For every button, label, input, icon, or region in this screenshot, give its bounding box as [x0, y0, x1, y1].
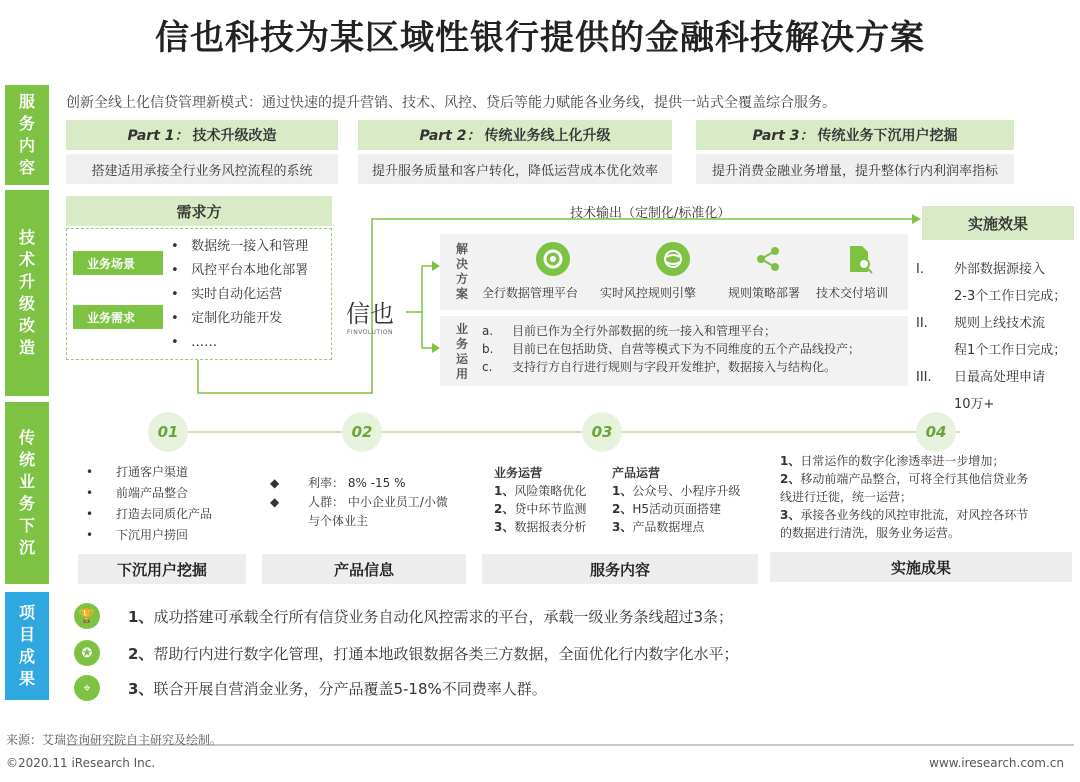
- bar-product-info: 产品信息: [262, 554, 466, 584]
- col3-product-ops: 产品运营 1、公众号、小程序升级 2、H5活动页面搭建 3、产品数据埋点: [612, 466, 741, 534]
- website-link[interactable]: www.iresearch.com.cn: [929, 756, 1064, 770]
- result-row: 🏆 1、成功搭建可承载全行所有信贷业务自动化风控需求的平台，承载一级业务条线超过3条；: [74, 603, 733, 629]
- list-item: 2、H5活动页面搭建: [612, 502, 722, 516]
- col3-business-ops: 业务运营 1、风险策略优化 2、贷中环节监测 3、数据报表分析: [494, 466, 587, 534]
- list-item: • 前端产品整合: [86, 486, 188, 500]
- document-search-icon: [844, 242, 878, 276]
- bar-service-content: 服务内容: [482, 554, 758, 584]
- globe-icon: [656, 242, 690, 276]
- side-label-tech: 技术升级改造: [5, 190, 49, 396]
- list-item: a. 目前已作为全行外部数据的统一接入和管理平台；: [482, 324, 777, 338]
- col1-list: [86, 462, 212, 546]
- step-marker: 02: [342, 412, 382, 452]
- step-marker: 01: [148, 412, 188, 452]
- part-desc: 提升服务质量和客户转化，降低运营成本优化效率: [358, 154, 672, 184]
- list-item: ◆ 利率： 8% -15 %: [270, 476, 406, 490]
- copyright: ©2020.11 iResearch Inc.: [6, 756, 156, 770]
- location-icon: ⌖: [74, 675, 100, 701]
- list-item: ◆ 人群： 中小企业员工/小微: [270, 495, 448, 509]
- operation-label: 业务运用: [455, 322, 468, 381]
- solution-box: [440, 234, 908, 310]
- list-item: 1、日常运作的数字化渗透率进一步增加；: [780, 454, 1005, 468]
- tech-output-label: 技术输出（定制化/标准化）: [570, 206, 731, 221]
- part-title: Part 1： 技术升级改造: [66, 120, 338, 150]
- side-label-results: 项目成果: [5, 592, 49, 700]
- page-title: 信也科技为某区域性银行提供的金融科技解决方案: [155, 18, 925, 58]
- list-item: • 实时自动化运营: [171, 287, 283, 302]
- solution-item: 规则策略部署: [750, 242, 800, 301]
- list-item: 2、贷中环节监测: [494, 502, 587, 516]
- solution-item: 技术交付培训: [844, 242, 888, 301]
- list-item: 2、移动前端产品整合，可将全行其他信贷业务: [780, 472, 1029, 486]
- intro-text: 创新全线上化信贷管理新模式：通过快速的提升营销、技术、风控、贷后等能力赋能各业务线，提供一站式全覆盖综合服务。: [66, 95, 836, 111]
- bar-implementation-results: 实施成果: [770, 552, 1072, 582]
- list-item: c. 支持行方自行进行规则与字段开发维护，数据接入与结构化。: [482, 360, 837, 374]
- part-title: Part 2： 传统业务线上化升级: [358, 120, 672, 150]
- effect-list: [916, 256, 1076, 418]
- list-item: I. 外部数据源接入 2-3个工作日完成；: [916, 262, 1067, 304]
- part-desc: 提升消费金融业务增量，提升整体行内利润率指标: [696, 154, 1014, 184]
- source-note: 来源：艾瑞咨询研究院自主研究及绘制。: [6, 733, 223, 747]
- list-item: 与个体业主: [308, 514, 369, 528]
- list-item: 3、产品数据埋点: [612, 520, 705, 534]
- effect-title: 实施效果: [922, 206, 1074, 240]
- operation-box: [440, 316, 908, 386]
- operation-list: [482, 322, 860, 376]
- list-item: • 打通客户渠道: [86, 465, 188, 479]
- tag-demand: 业务需求: [73, 305, 163, 329]
- part-desc: 搭建适用承接全行业务风控流程的系统: [66, 154, 338, 184]
- list-item: • 定制化功能开发: [171, 311, 283, 326]
- list-item: b. 目前已在包括助贷、自营等模式下为不同维度的五个产品线投产；: [482, 342, 861, 356]
- side-label-traditional: 传统业务下沉: [5, 402, 49, 584]
- bar-sink-users: 下沉用户挖掘: [78, 554, 246, 584]
- part-title: Part 3： 传统业务下沉用户挖掘: [696, 120, 1014, 150]
- tag-scenario: 业务场景: [73, 251, 163, 275]
- step-marker: 04: [916, 412, 956, 452]
- arrow-head: [912, 214, 921, 224]
- side-label-service: 服务内容: [5, 85, 49, 185]
- branch-line: [422, 266, 436, 348]
- col2-info: [270, 474, 448, 531]
- solution-item: 实时风控规则引擎: [638, 242, 696, 301]
- list-item: II. 规则上线技术流 程1个工作日完成；: [916, 316, 1067, 358]
- list-item: • 风控平台本地化部署: [171, 263, 309, 278]
- result-row: ✪ 2、帮助行内进行数字化管理，打通本地政银数据各类三方数据，全面优化行内数字化水平；: [74, 640, 738, 666]
- award-icon: ✪: [74, 640, 100, 666]
- solution-item: 全行数据管理平台: [518, 242, 578, 301]
- trophy-icon: 🏆: [74, 603, 100, 629]
- demand-title: 需求方: [66, 196, 332, 226]
- arrow-head: [432, 261, 440, 271]
- list-item: • 数据统一接入和管理: [171, 239, 309, 254]
- list-item: • 打造去同质化产品: [86, 507, 212, 521]
- solution-label: 解决方案: [455, 242, 468, 301]
- list-item: • ……: [171, 335, 218, 350]
- list-item: • 下沉用户捞回: [86, 528, 188, 542]
- arrow-head: [432, 343, 440, 353]
- share-icon: [752, 242, 786, 276]
- list-item: 3、承接各业务线的风控审批流，对风控各环节: [780, 508, 1029, 522]
- lifebuoy-icon: [536, 242, 570, 276]
- company-logo: 信也 FINVOLUTION: [346, 300, 394, 336]
- list-item: 1、公众号、小程序升级: [612, 484, 741, 498]
- list-item: 3、数据报表分析: [494, 520, 587, 534]
- list-item: 1、风险策略优化: [494, 484, 587, 498]
- result-row: ⌖ 3、联合开展自营消金业务，分产品覆盖5-18%不同费率人群。: [74, 675, 547, 701]
- step-marker: 03: [582, 412, 622, 452]
- col4-list: 1、日常运作的数字化渗透率进一步增加； 2、移动前端产品整合，可将全行其他信贷业务 线进行迁徙，统一运营； 3、承接各业务线的风控审批流，对风控各环节 的数据进行清洗，服务业务运营。: [780, 452, 1076, 542]
- list-item: III. 日最高处理申请 10万+: [916, 370, 1046, 412]
